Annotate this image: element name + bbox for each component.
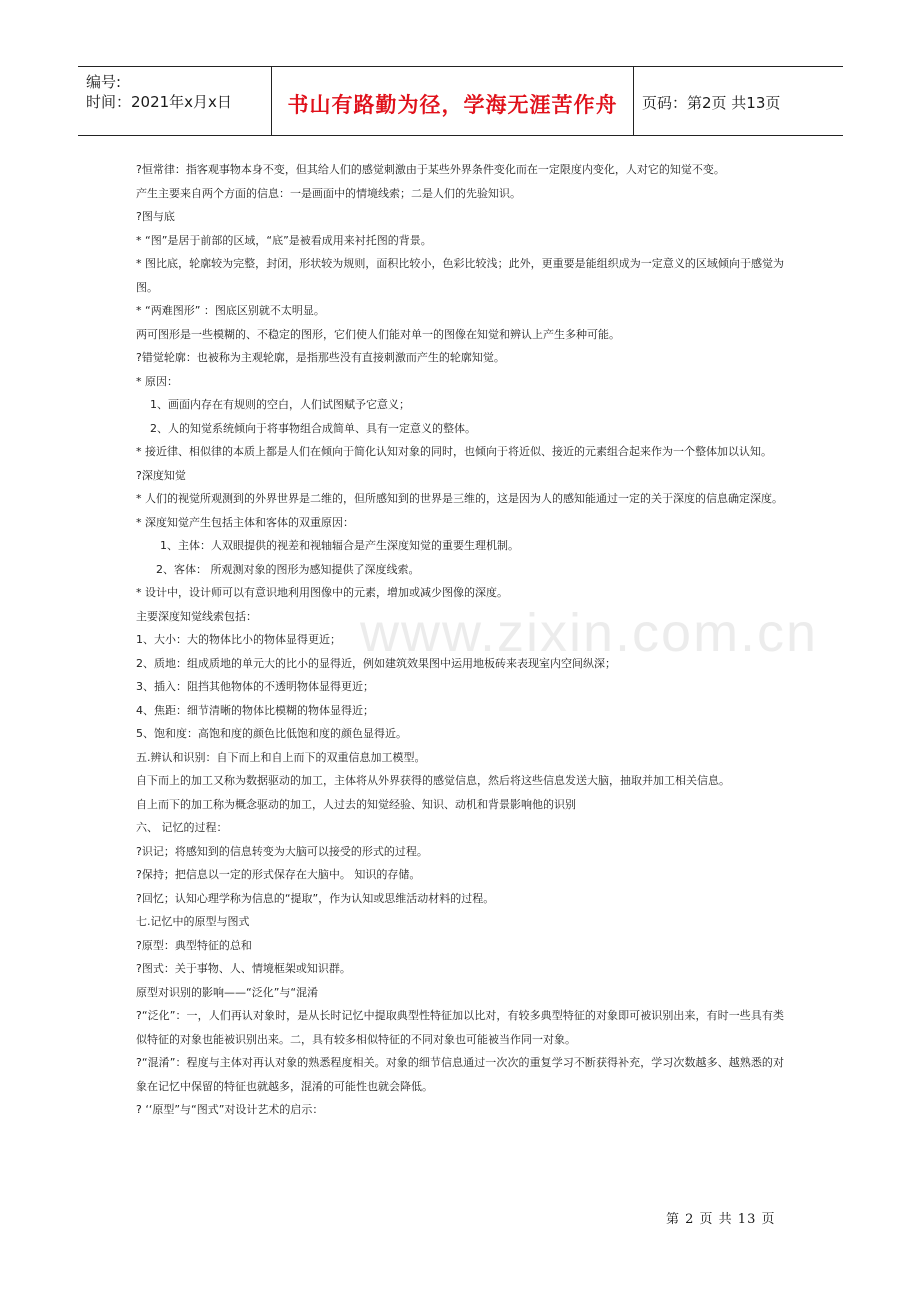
paragraph: * 人们的视觉所观测到的外界世界是二维的，但所感知到的世界是三维的，这是因为人的感知能通过一定的关于深度的信息确定深度。 <box>136 492 783 505</box>
paragraph: * 接近律、相似律的本质上都是人们在倾向于简化认知对象的同时，也倾向于将近似、接近的元素组合起来作为一个整体加以认知。 <box>136 445 772 458</box>
paragraph: 自下而上的加工又称为数据驱动的加工，主体将从外界获得的感觉信息，然后将这些信息发送大脑，抽取并加工相关信息。 <box>136 774 730 787</box>
list-item: 5、饱和度：高饱和度的颜色比低饱和度的颜色显得近。 <box>136 727 407 740</box>
page-info: 页码：第2页 共13页 <box>642 94 781 112</box>
header-motto-cell <box>272 67 634 135</box>
paragraph: ? ‘‘原型”与“图式”对设计艺术的启示： <box>136 1103 324 1116</box>
section-heading: 六、 记忆的过程： <box>136 821 228 834</box>
paragraph: 两可图形是一些模糊的、不稳定的图形，它们使人们能对单一的图像在知觉和辨认上产生多种可能。 <box>136 327 620 341</box>
section-heading: 七.记忆中的原型与图式 <box>136 915 250 928</box>
page-footer: 第 2 页 共 13 页 <box>666 1212 776 1227</box>
paragraph: ?图与底 <box>136 210 175 223</box>
paragraph: ?恒常律：指客观事物本身不变，但其给人们的感觉刺激由于某些外界条件变化而在一定限度内变化，人对它的知觉不变。 <box>136 163 725 176</box>
paragraph: ?回忆；认知心理学称为信息的“提取”，作为认知或思维活动材料的过程。 <box>136 891 495 905</box>
document-header <box>78 66 843 136</box>
list-item: 2、客体： 所观测对象的图形为感知提供了深度线索。 <box>156 562 420 576</box>
paragraph: ?“混淆”：程度与主体对再认对象的熟悉程度相关。对象的细节信息通过一次次的重复学习不断获得补充，学习次数越多、越熟悉的对象在记忆中保留的特征也就越多，混淆的可能性也就会降低。 <box>136 1056 784 1093</box>
watermark: www.zixin.com.cn <box>360 603 819 663</box>
header-left-cell <box>78 67 272 135</box>
document-body <box>136 158 784 1122</box>
paragraph: ?保持；把信息以一定的形式保存在大脑中。 知识的存储。 <box>136 868 421 881</box>
list-item: 2、质地：组成质地的单元大的比小的显得近，例如建筑效果图中运用地板砖来表现室内空间纵深； <box>136 656 616 670</box>
paragraph: ?“泛化”：一，人们再认对象时，是从长时记忆中提取典型性特征加以比对，有较多典型特征的对象即可被识别出来，有时一些具有类似特征的对象也能被识别出来。二，具有较多相似特征的不同对象也可能被当作同一对象。 <box>136 1009 784 1046</box>
list-item: 1、画面内存在有规则的空白，人们试图赋予它意义； <box>150 398 410 411</box>
paragraph: ?深度知觉 <box>136 468 186 482</box>
paragraph: * “两难图形” ：图底区别就不太明显。 <box>136 304 325 317</box>
list-item: 1、大小：大的物体比小的物体显得更近； <box>136 633 341 646</box>
paragraph: ?图式：关于事物、人、情境框架或知识群。 <box>136 962 351 975</box>
header-page-cell <box>634 67 843 135</box>
paragraph: ?原型：典型特征的总和 <box>136 938 252 952</box>
paragraph: ?错觉轮廓：也被称为主观轮廓，是指那些没有直接刺激而产生的轮廓知觉。 <box>136 351 505 364</box>
paragraph: 原型对识别的影响——“泛化”与“混淆 <box>136 985 319 999</box>
list-item: 3、插入：阻挡其他物体的不透明物体显得更近； <box>136 680 374 693</box>
paragraph: * 原因： <box>136 374 178 388</box>
section-heading: 五.辨认和识别：自下而上和自上而下的双重信息加工模型。 <box>136 750 426 764</box>
paragraph: * “图”是居于前部的区域，“底”是被看成用来衬托图的背景。 <box>136 233 432 247</box>
paragraph: * 深度知觉产生包括主体和客体的双重原因： <box>136 515 354 529</box>
list-item: 1、主体：人双眼提供的视差和视轴辐合是产生深度知觉的重要生理机制。 <box>160 539 519 552</box>
paragraph: * 设计中，设计师可以有意识地利用图像中的元素，增加或减少图像的深度。 <box>136 586 508 599</box>
number-label: 编号: <box>86 73 122 91</box>
paragraph: 产生主要来自两个方面的信息：一是画面中的情境线索；二是人们的先验知识。 <box>136 186 521 200</box>
list-item: 2、人的知觉系统倾向于将事物组合成简单、具有一定意义的整体。 <box>150 421 476 435</box>
paragraph: 主要深度知觉线索包括： <box>136 609 257 623</box>
paragraph: ?识记；将感知到的信息转变为大脑可以接受的形式的过程。 <box>136 844 428 858</box>
motto: 书山有路勤为径，学海无涯苦作舟 <box>287 92 618 117</box>
list-item: 4、焦距：细节清晰的物体比模糊的物体显得近； <box>136 703 374 717</box>
paragraph: 自上而下的加工称为概念驱动的加工，人过去的知觉经验、知识、动机和背景影响他的识别 <box>136 797 576 811</box>
paragraph: * 图比底，轮廓较为完整，封闭，形状较为规则，面积比较小，色彩比较浅；此外，更重要是能组织成为一定意义的区域倾向于感觉为图。 <box>136 257 784 294</box>
time-label: 时间：2021年x月x日 <box>86 93 232 111</box>
